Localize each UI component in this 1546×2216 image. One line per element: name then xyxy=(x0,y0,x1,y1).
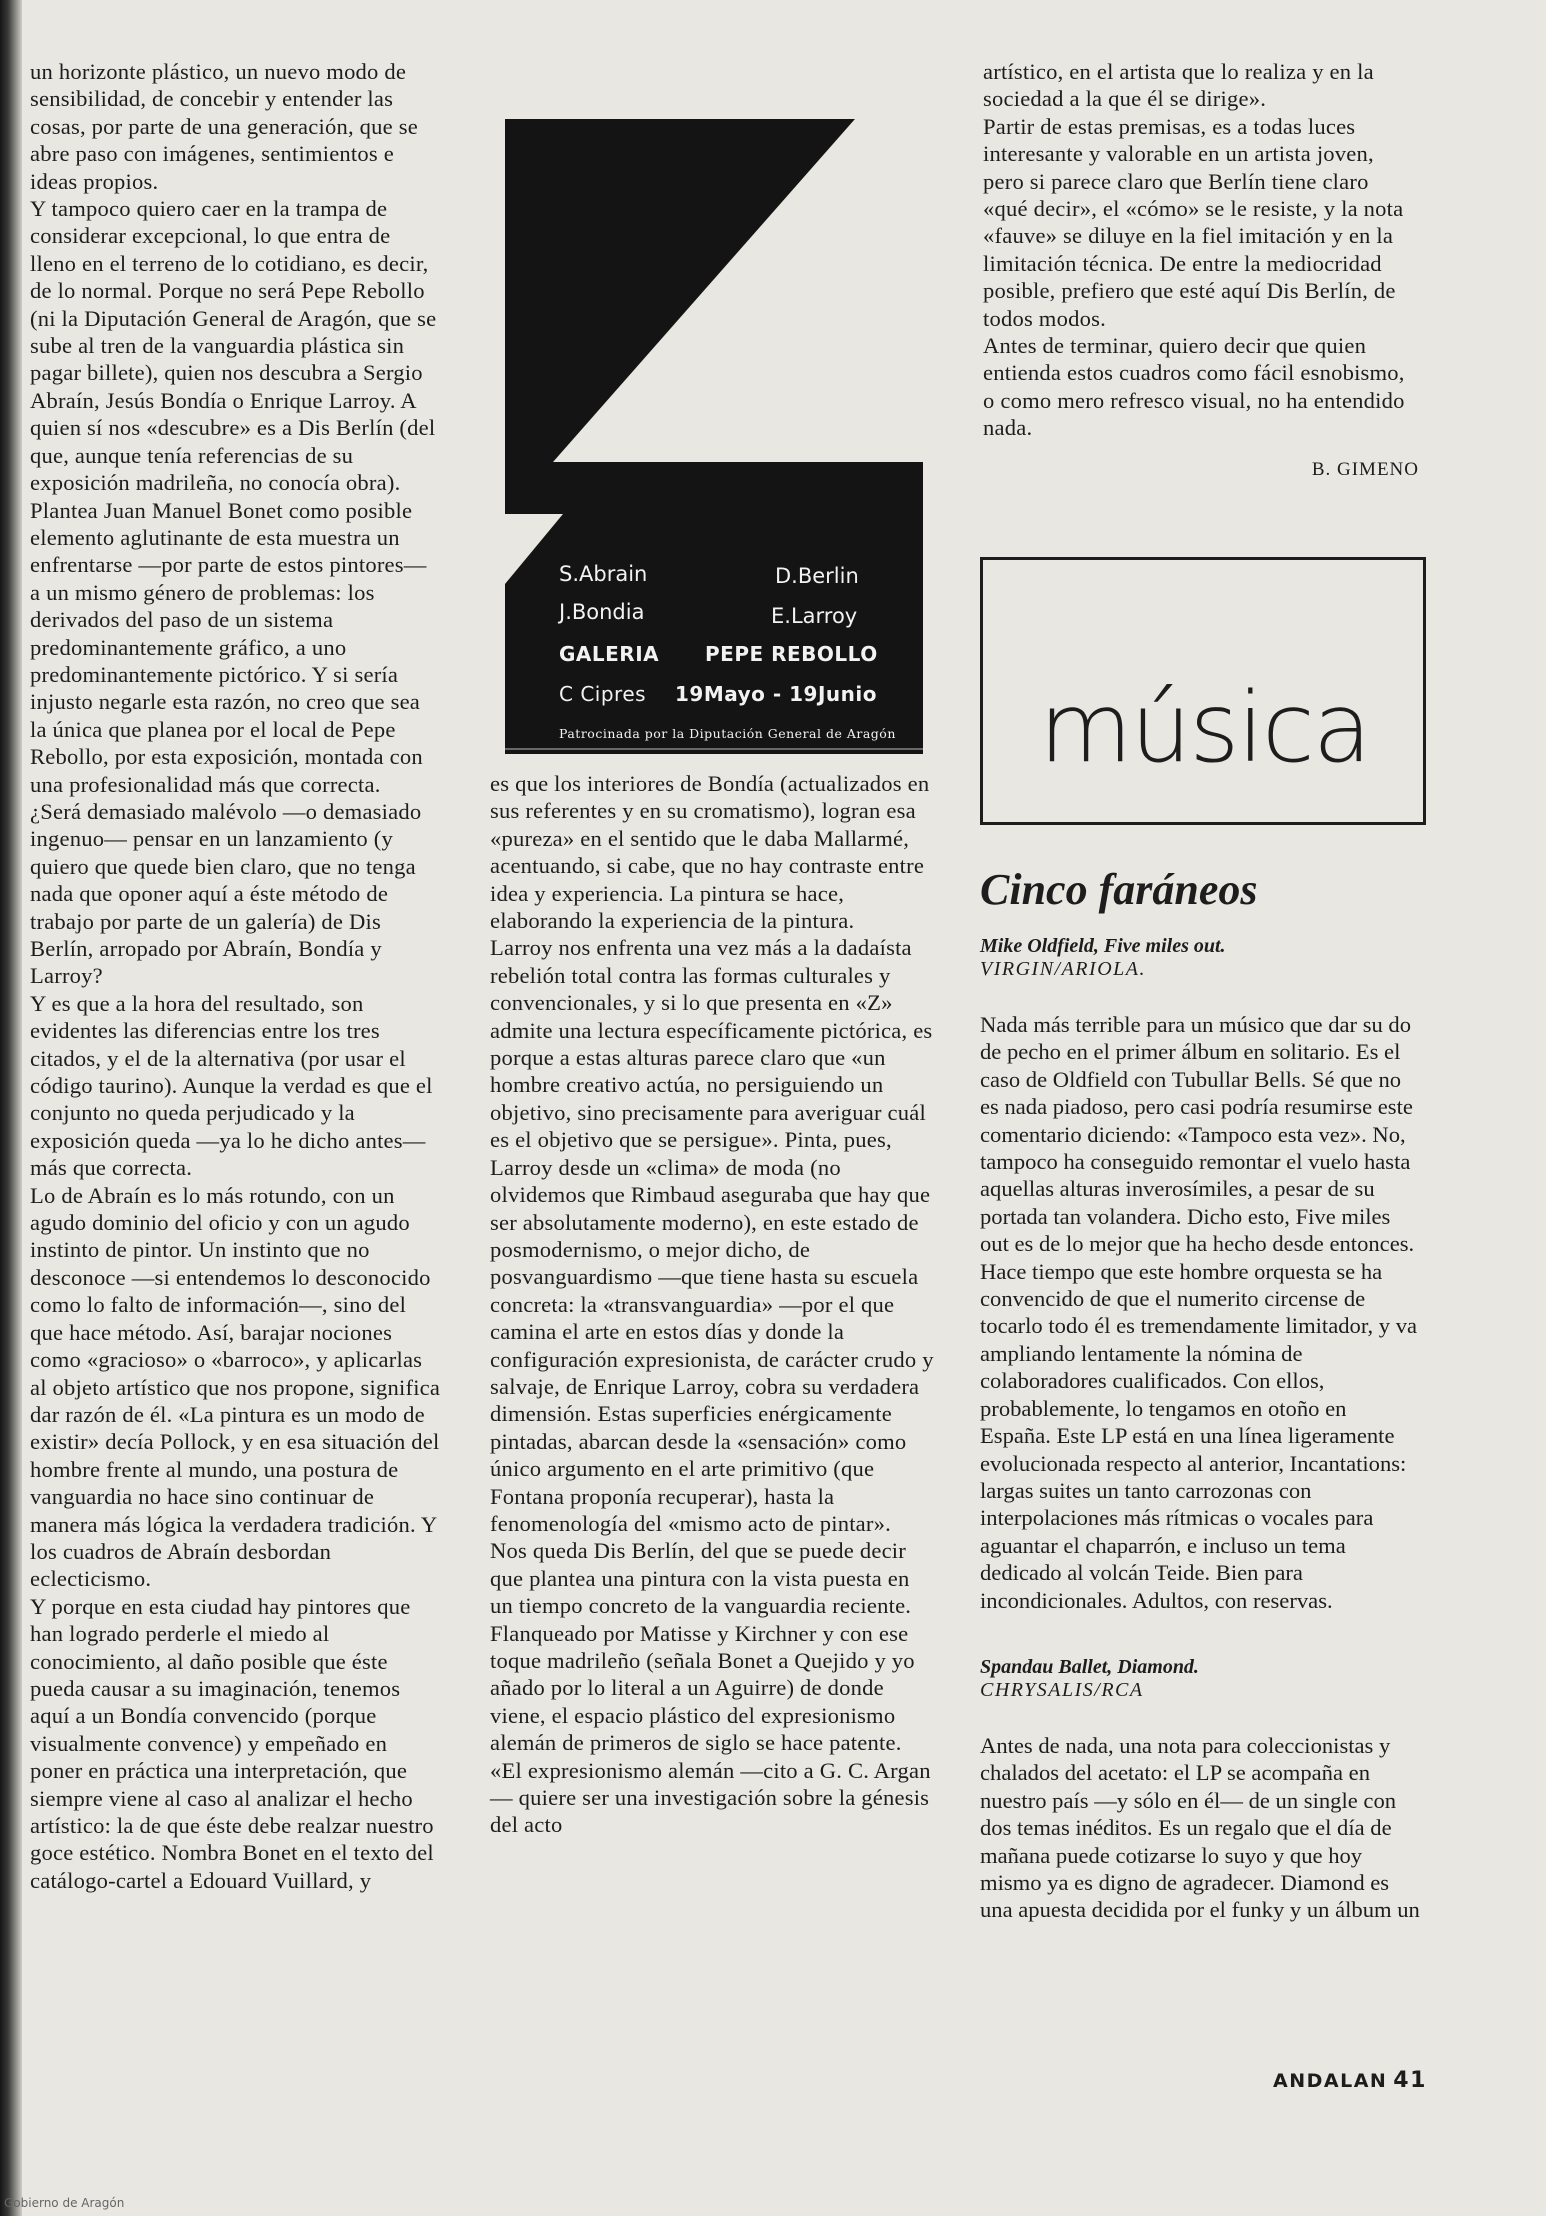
review-title: Mike Oldfield, Five miles out. xyxy=(980,935,1226,957)
review-heading: Cinco faráneos xyxy=(980,865,1258,914)
review-title: Spandau Ballet, Diamond. xyxy=(980,1655,1199,1678)
section-header-box xyxy=(980,557,1426,825)
poster-artist-berlin: D.Berlin xyxy=(775,564,859,588)
review-label: VIRGIN/ARIOLA. xyxy=(980,958,1146,980)
poster-galeria: GALERIA xyxy=(559,642,660,666)
article-paragraph: artístico, en el artista que lo realiza y en la sociedad a la que él se dirige». xyxy=(983,59,1374,112)
article-column-right xyxy=(983,58,1419,483)
poster-artist-bondia: J.Bondia xyxy=(559,600,645,624)
poster-address: C Cipres xyxy=(559,682,647,706)
article-paragraph: Lo de Abraín es lo más rotundo, con un agudo dominio del oficio y con un agudo instinto de pintor. Un instinto que no desconoce —si entendemos lo desconocido como lo falto de información—, sino del que hace método. Así, barajar nociones como «gracioso» o «barroco», y aplicarlas al objeto artístico que nos propone, significa dar razón de él. «La pintura es un modo de existir» decía Pollock, y en esa situación del hombre frente al mundo, una postura de vanguardia no hace sino continuar de manera más lógica la verdadera tradición. Y los cuadros de Abraín desbordan eclecticismo. xyxy=(30,1182,441,1592)
poster-artist-abrain: S.Abrain xyxy=(559,562,648,586)
article-paragraph: Larroy nos enfrenta una vez más a la dadaísta rebelión total contra las formas culturales y convencionales, y si lo que presenta en «Z» admite una lectura específicamente pictórica, es porque a estas alturas parece claro que «un hombre creativo actúa, no persiguiendo un objetivo, sino precisamente para averiguar cuál es el objetivo que se persigue». Pinta, pues, Larroy desde un «clima» de moda (no olvidemos que Rimbaud aseguraba que hay que ser absolutamente moderno), en este estado de posmodernismo, o mejor dicho, de posvanguardismo —que tiene hasta su escuela concreta: la «transvanguardia» —por el que camina el arte en estos días y donde la configuración expresionista, de carácter crudo y salvaje, de Enrique Larroy, cobra su verdadera dimensión. Estas superficies enérgicamente pintadas, abarcan desde la «sensación» como único argumento en el arte primitivo (que Fontana proponía recuperar), hasta la fenomenología del «mismo acto de pintar». xyxy=(490,935,934,1536)
article-paragraph: Y es que a la hora del resultado, son evidentes las diferencias entre los tres citados, y el de la alternativa (por usar el código taurino). Aunque la verdad es que el conjunto no queda perjudicado y la exposición queda —ya lo he dicho antes— más que correcta. xyxy=(30,990,433,1181)
exhibition-poster xyxy=(503,44,925,754)
article-paragraph: Partir de estas premisas, es a todas luces interesante y valorable en un artista joven, pero si parece claro que Berlín tiene claro «qué decir», el «cómo» se le resiste, y la nota «fauve» se diluye en la fiel imitación y en la limitación técnica. De entre la mediocridad posible, prefiero que esté aquí Dis Berlín, de todos modos. xyxy=(983,113,1404,331)
article-paragraph: Y porque en esta ciudad hay pintores que han logrado perderle el miedo al conocimiento, al daño posible que éste pueda causar a su imaginación, tenemos aquí a un Bondía convencido (porque visualmente convence) y empeñado en poner en práctica una interpretación, que siempre viene al caso al analizar el hecho artístico: la de que éste debe realzar nuestro goce estético. Nombra Bonet en el texto del catálogo-cartel a Edouard Vuillard, y xyxy=(30,1593,434,1893)
music-reviews xyxy=(975,865,1420,1924)
poster-dates: 19Mayo - 19Junio xyxy=(675,682,877,706)
magazine-name: ANDALAN xyxy=(1273,2070,1388,2092)
review-body: Nada más terrible para un músico que dar su do de pecho en el primer álbum en solitario. Es el caso de Oldfield con Tubullar Bells. Sé que no es nada piadoso, pero casi podría resumirse este comentario diciendo: «Tampoco esta vez». No, tampoco ha conseguido remontar el vuelo hasta aquellas alturas inverosímiles, a pesar de su portada tan volandera. Dicho esto, Five miles out es de lo mejor que ha hecho desde entonces. Hace tiempo que este hombre orquesta se ha convencido de que el numerito circense de tocarlo todo él es tremendamente limitador, y va ampliando lentamente la nómina de colaboradores cualificados. Con ellos, probablemente, lo tengamos en otoño en España. Este LP está en una línea ligeramente evolucionada respecto al anterior, Incantations: largas suites un tanto carrozonas con interpolaciones más rítmicas o vocales para aguantar el chaparrón, e incluso un tema dedicado al volcán Teide. Bien para incondicionales. Adultos, con reservas. xyxy=(980,1012,1418,1613)
poster-gallery-name: PEPE REBOLLO xyxy=(705,642,878,666)
article-paragraph: Nos queda Dis Berlín, del que se puede decir que plantea una pintura con la vista puesta en un tiempo concreto de la vanguardia reciente. Flanqueado por Matisse y Kirchner y con ese toque madrileño (señala Bonet a Quejido y yo añado por lo literal a un Aguirre) de donde viene, el espacio plástico del expresionismo alemán de primeros de siglo se hace patente. «El expresionismo alemán —cito a G. C. Argan— quiere ser una investigación sobre la génesis del acto xyxy=(490,1538,931,1838)
review-label: CHRYSALIS/RCA xyxy=(980,1678,1144,1701)
poster-artist-larroy: E.Larroy xyxy=(771,604,858,628)
article-paragraph: Plantea Juan Manuel Bonet como posible elemento aglutinante de esta muestra un enfrentarse —por parte de estos pintores— a un mismo género de problemas: los derivados del paso de un sistema predominantemente gráfico, a uno predominantemente pictórico. Y si sería injusto negarle esta razón, no creo que sea la única que planea por el local de Pepe Rebollo, por esta exposición, montada con una profesionalidad más que correcta. xyxy=(30,497,427,797)
page-number: 41 xyxy=(1393,2068,1427,2093)
review-body: Antes de nada, una nota para coleccionistas y chalados del acetato: el LP se acompaña en nuestro país —y sólo en él— de un single con dos temas inéditos. Es un regalo que el día de mañana puede cotizarse lo suyo y que hoy mismo ya es digno de agradecer. Diamond es una apuesta decidida por el funky y un álbum un xyxy=(980,1732,1420,1923)
article-signature: B. GIMENO xyxy=(1311,458,1419,480)
article-paragraph: es que los interiores de Bondía (actualizados en sus referentes y en su cromatismo), logran esa «pureza» en el sentido que le daba Mallarmé, acentuando, si cabe, que no hay contraste entre idea y experiencia. La pintura se hace, elaborando la experiencia de la pintura. xyxy=(490,771,930,934)
article-paragraph: Y tampoco quiero caer en la trampa de considerar excepcional, lo que entra de lleno en el terreno de lo cotidiano, es decir, de lo normal. Porque no será Pepe Rebollo (ni la Diputación General de Aragón, que se sube al tren de la vanguardia plástica sin pagar billete), quien nos descubra a Sergio Abraín, Jesús Bondía o Enrique Larroy. A quien sí nos «descubre» es a Dis Berlín (del que, aunque tenía referencias de su exposición madrileña, no conocía obra). xyxy=(30,196,437,496)
article-paragraph: Antes de terminar, quiero decir que quien entienda estos cuadros como fácil esnobismo, o como mero refresco visual, no ha entendido nada. xyxy=(983,333,1405,441)
review-meta xyxy=(980,1656,1420,1702)
archive-credit: Gobierno de Aragón xyxy=(4,2196,125,2210)
poster-sponsor: Patrocinada por la Diputación General de Aragón xyxy=(559,726,896,741)
article-paragraph: un horizonte plástico, un nuevo modo de sensibilidad, de concebir y entender las cosas, por parte de una generación, que se abre paso con imágenes, sentimientos e ideas propios. xyxy=(30,59,418,194)
page-binding-edge xyxy=(0,0,22,2216)
article-column-left xyxy=(30,58,442,1894)
review-meta xyxy=(980,935,1420,981)
article-paragraph: ¿Será demasiado malévolo —o demasiado ingenuo— pensar en un lanzamiento (y quiero que quede bien claro, que no tenga nada que oponer aquí a éste método de trabajo por parte de un galería) de Dis Berlín, arropado por Abraín, Bondía y Larroy? xyxy=(30,798,422,989)
article-column-middle xyxy=(490,770,935,1839)
section-title: música xyxy=(1039,672,1370,784)
page-footer xyxy=(1273,2068,1427,2093)
